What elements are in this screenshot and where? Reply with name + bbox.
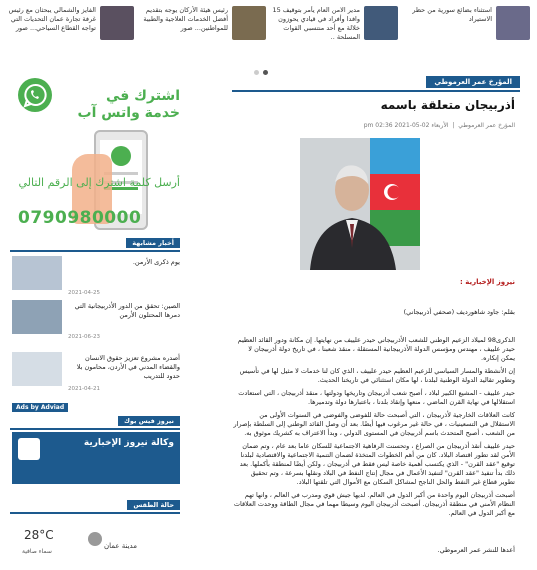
related-thumb bbox=[100, 6, 134, 40]
article-paragraph: إن الأنشطة والمسار السياسي للزعيم العظيم حيدر علييف ، الذي كان لنا خدمات لا مثيل لها في تأسيس وتطوير تقاليد الدولة الوطنية لبلدنا ، لها مكان استثنائي في تاريخنا الحديث. bbox=[239, 367, 515, 384]
similar-news-label: أخبار مشابهة bbox=[126, 238, 180, 248]
related-title: رئيس هيئة الأركان يوجه بتقديم أفضل الخدمات العلاجية والطبية للمواطنين... صور bbox=[143, 6, 228, 32]
news-title: الصين: تحقق من الدور الأذربيجانية التي دمرها المحتلون الأرمن bbox=[74, 302, 180, 319]
article-paragraph: الذكرى98 لميلاد الزعيم الوطني للشعب الأذربيجاني حيدر علييف من نهايتها. إن مكانة ودور القائد العظيم حيدر علييف ، مهندس ومؤسس الدولة الأذربيجانية المستقلة ، منقذ شعبنا ، في تاريخ دولة أذربيجان لا يمكن إنكاره. bbox=[237, 336, 515, 362]
weather-label: حالة الطقس bbox=[127, 500, 180, 510]
article-meta: المؤرخ عمر العرموطي | الأربعاء 02-05-2021 pm 02:36 bbox=[363, 122, 515, 129]
facebook-widget[interactable] bbox=[12, 432, 180, 484]
related-title: مدير الامن العام يأمر بتوقيف 15 وافدا وأفراد في قيادي يحوزون خلالة مع أحد منتسبي القوات المسلحة .. bbox=[272, 6, 360, 41]
news-date: 2021-04-21 bbox=[68, 386, 100, 392]
related-item[interactable] bbox=[272, 4, 398, 48]
whatsapp-number[interactable]: 0790980000 bbox=[18, 208, 142, 228]
ads-label[interactable]: Ads by Adviad bbox=[12, 403, 68, 412]
related-thumb bbox=[364, 6, 398, 40]
similar-news-item[interactable] bbox=[12, 300, 180, 348]
news-date: 2021-04-25 bbox=[68, 290, 100, 296]
similar-news-item[interactable] bbox=[12, 256, 180, 304]
related-thumb bbox=[496, 6, 530, 40]
page-logo bbox=[18, 438, 40, 460]
facebook-page-name: وكالة نيروز الإخبارية bbox=[83, 438, 174, 448]
article-photo bbox=[300, 138, 420, 270]
article-footer: أعدها للنشر عمر العرموطي. bbox=[437, 546, 515, 554]
section-header bbox=[232, 76, 520, 92]
related-title: الفايز والشمالي يبحثان مع رئيس غرفة تجارة عمان التحديات التي تواجه القطاع السياحي... صور bbox=[8, 6, 96, 32]
news-title: يوم ذكرى الأرمن. bbox=[132, 258, 180, 266]
related-item[interactable] bbox=[8, 4, 134, 48]
related-thumb bbox=[232, 6, 266, 40]
news-thumb bbox=[12, 352, 62, 386]
article-paragraph: حيدر علييف - المشيع الكبير لبلاد ، أصبح شعب أذربيجان وتاريخها ودولتها ، منقذ أذربيجان ، التي استعادت استقلالها في نهاية القرن الماضي ، منعها وإنقاذ بلدنا ، باعتبارها دولة وتدميرها. bbox=[238, 389, 515, 406]
article-byline: بقلم: جاود شاهورديف (صحفي أذربيجاني) bbox=[403, 308, 515, 316]
article-date: الأربعاء 02-05-2021 pm 02:36 bbox=[363, 122, 449, 129]
weather-temp: 28°C bbox=[24, 528, 54, 542]
article-author[interactable]: المؤرخ عمر العرموطي bbox=[458, 122, 515, 129]
news-thumb bbox=[12, 300, 62, 334]
weather-condition: سماء صافية bbox=[22, 548, 52, 555]
whatsapp-icon bbox=[18, 78, 52, 112]
news-thumb bbox=[12, 256, 62, 290]
weather-city: مدينة عمان bbox=[104, 542, 137, 550]
related-title: استثناء بضائع سورية من حظر الاستيراد bbox=[412, 6, 492, 23]
weather-header bbox=[10, 500, 180, 514]
article-paragraph: حيدر علييف أنقذ أذربيجان من الصراع ، وتحسنت الرفاهية الاجتماعية للسكان عاما بعد عام ، وتم ضمان الأمن لقد تطور اقتصاد البلاد. كان من أهم الخطوات المتخذة لضمان التنمية الاجتماعية والاقتصادية لبلدنا توقيع "عقد القرن" - الذي يكتسب أهمية خاصة ليس فقط في أذربيجان ، ولكن أيضًا لمنطقة بأكملها. بعد ذلك بدأ تنفيذ "عقد القرن" لتنفيذ الأعمال في مجال إنتاج النفط في البلاد ونقلها بسرعة ، وتم تحقيق تطوير قطاع غير النفط والحل الناجح لمشاكل السكان مع الأموال التي تلقتها البلاد. bbox=[239, 442, 515, 486]
related-strip bbox=[8, 4, 530, 56]
article-title: أذربيجان متعلقة باسمه bbox=[380, 98, 515, 112]
whatsapp-title: اشترك في خدمة واتس آب bbox=[77, 88, 180, 121]
article-paragraph: كانت العلاقات الخارجية لأذربيجان ، التي أصبحت حالة للفوضى والفوضى في السنوات الأولى من الاستقلال في التسعينيات ، في حالة غير مرغوب فيها أيضًا. بعد أن وصل القائد الوطني إلى السلطة بإصرار من الشعب ، أصبح المتحدث باسم أذربيجان في المستوى الدولي ، وبدأ الاعتراف به كشريك موثوق به. bbox=[233, 411, 515, 437]
news-label: نيروز الإخبارية : bbox=[460, 278, 515, 286]
carousel-dot-active[interactable] bbox=[263, 70, 268, 75]
news-date: 2021-06-23 bbox=[68, 334, 100, 340]
news-title: أصدره مشروع تعزيز حقوق الانسان والقضاء المدني في الأردن، محامون بلا حدود للتدريب bbox=[76, 354, 180, 380]
similar-news-header bbox=[10, 238, 180, 252]
moon-icon bbox=[88, 532, 102, 546]
article-body bbox=[233, 336, 515, 522]
related-item[interactable] bbox=[140, 4, 266, 48]
similar-news-item[interactable] bbox=[12, 352, 180, 400]
facebook-header bbox=[10, 416, 180, 430]
article-paragraph: أصبحت أذربيجان اليوم واحدة من أكبر الدول في العالم. لديها جيش قوي ومدرب في العالم ، وانها تهم النظام الأمني في منطقة أذربيجان. أصبحت أذربيجان اليوم وسيطا مهما في مجال الطاقة ووحدت العلاقات مع أكبر الدول في العالم. bbox=[233, 491, 515, 517]
facebook-label: نيروز فيس بوك bbox=[118, 416, 180, 426]
related-item[interactable] bbox=[404, 4, 530, 48]
whatsapp-subtitle: أرسل كلمة اشترك إلى الرقم التالي bbox=[18, 176, 180, 189]
carousel-dot[interactable] bbox=[254, 70, 259, 75]
section-label: المؤرخ عمر العرموطي bbox=[426, 76, 520, 88]
